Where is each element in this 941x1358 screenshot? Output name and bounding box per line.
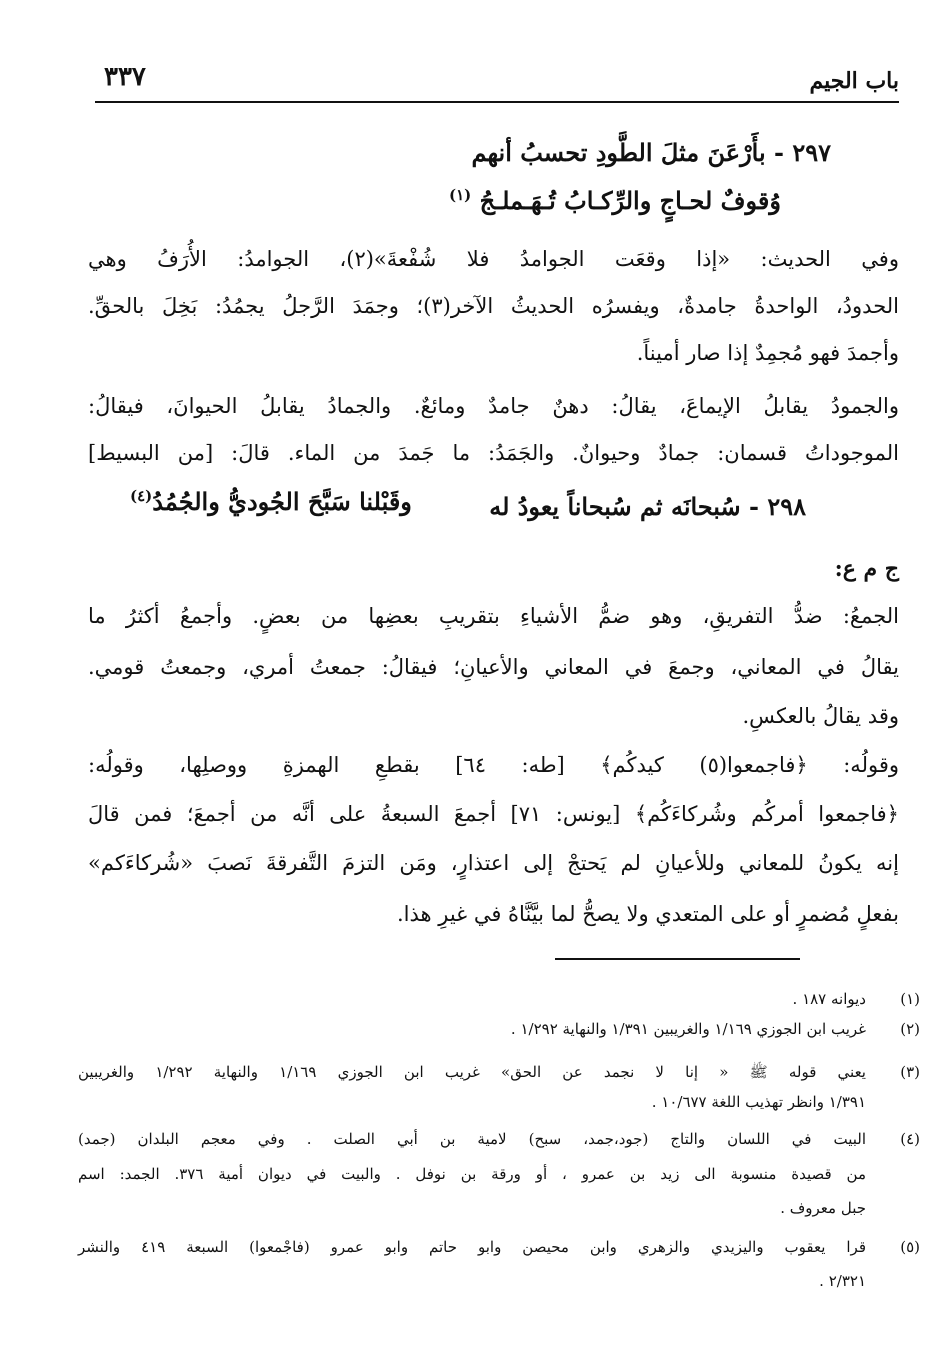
page-number: ٣٣٧	[104, 62, 146, 92]
chapter-title: باب الجيم	[809, 68, 899, 94]
paragraph-2-line-2: الموجوداتُ قسمان: جمادٌ وحيوانٌ. والجَمَدُ: ما جَمدَ من الماء. قالَ: [من البسيط]	[88, 441, 899, 465]
paragraph-3-line-3: وقد يقالُ بالعكسِ.	[742, 704, 899, 728]
verse-298-hemistich-2-text: وقَبْلنا سَبَّحَ الجُوديُّ والجُمُدُ	[152, 487, 412, 516]
header-divider	[95, 101, 899, 103]
paragraph-4-line-1: وقولُه: ﴿فاجمعوا(٥) كيدكُم﴾ [طه: ٦٤] بقطعِ الهمزةِ ووصلِها، وقولُه:	[88, 753, 899, 777]
paragraph-2-line-1: والجمودُ يقابلُ الإيماعَ، يقالُ: دهنٌ جامدٌ ومائعٌ. والجمادُ يقابلُ الحيوانَ، فيقالُ:	[88, 394, 899, 418]
verse-298-hemistich-1: ٢٩٨ - سُبحانَه ثم سُبحاناً يعودُ له	[489, 492, 806, 521]
footnote-5-continued: ٢/٣٢١ .	[819, 1272, 866, 1290]
footnotes-divider	[555, 958, 800, 960]
paragraph-1-line-3: وأجمدَ فهو مُجمِدٌ إذا صار أميناً.	[636, 341, 899, 365]
footnote-4-continued: من قصيدة منسوبة الى زيد بن عمرو ، أو ورقة بن نوفل . والبيت في ديوان أمية ٣٧٦. الجمد: اسم	[78, 1165, 866, 1183]
verse-297-line-2	[88, 186, 781, 216]
footnote-3	[78, 1063, 920, 1081]
footnote-marker: (٢)	[900, 1020, 920, 1038]
footnote-text: قرا يعقوب واليزيدي والزهري وابن محيصن وابو حاتم وابو عمرو (فاجْمعوا) السبعة ٤١٩ والنشر	[78, 1238, 866, 1256]
paragraph-1-line-1: وفي الحديث: «إذا وقعَت الجوامدُ فلا شُفْعةَ»(٢)، الجوامدُ: الأُرَفُ وهي	[88, 247, 899, 271]
footnote-4	[78, 1130, 920, 1148]
footnote-3-continued: ١/٣٩١ وانظر تهذيب اللغة ١٠/٦٧٧ .	[651, 1093, 866, 1111]
paragraph-4-line-3: إنه يكونُ للمعاني وللأعيانِ لم يَحتجْ إلى اعتذارٍ، ومَن التزمَ التَّفرقةَ نَصبَ «شُركاءَكم»	[88, 851, 899, 875]
footnote-1	[78, 990, 920, 1008]
footnote-5	[78, 1238, 920, 1256]
footnote-marker: (١)	[900, 990, 920, 1008]
verse-297-line-2-text: وُقوفٌ لحـاجٍ والرِّكـابُ تُـهَـملـجُ	[479, 186, 781, 215]
section-heading: ج م ع:	[834, 556, 899, 582]
footnote-marker: (٤)	[900, 1130, 920, 1148]
paragraph-1-line-2: الحدودُ، الواحدةُ جامدةٌ، ويفسرُه الحديثُ الآخر(٣)؛ وجمَدَ الرَّجلُ يجمُدُ: بَخِلَ بالحقِّ.	[88, 294, 899, 318]
footnote-text: غريب ابن الجوزي ١/١٦٩ والغريبين ١/٣٩١ والنهاية ١/٢٩٢ .	[510, 1020, 866, 1038]
paragraph-4-line-4: بفعلٍ مُضمرٍ أو على المتعدي ولا يصحُّ لما بيَّنَّاهُ في غيرِ هذا.	[396, 902, 899, 926]
footnote-text: البيت في اللسان والتاج (جود،جمد، سبح) لامية بن أبي الصلت . وفي معجم البلدان (جمد)	[78, 1130, 866, 1148]
footnote-2	[78, 1020, 920, 1038]
footnote-text: يعني قوله ﷺ « إنا لا نجمد عن الحق» غريب ابن الجوزي ١/١٦٩ والنهاية ١/٢٩٢ والغريبين	[78, 1063, 866, 1081]
verse-298-hemistich-2	[130, 487, 412, 517]
verse-298-footnote-marker: (٤)	[130, 487, 153, 505]
footnote-marker: (٣)	[900, 1063, 920, 1081]
verse-297-footnote-marker: (١)	[448, 186, 472, 204]
footnote-4-continued-2: جبل معروف .	[780, 1199, 866, 1217]
verse-297-line-1: ٢٩٧ - بأَرْعَنَ مثلَ الطَّودِ تحسبُ أنهم	[471, 138, 831, 167]
paragraph-3-line-2: يقالُ في المعاني، وجمعَ في المعاني والأعيانِ؛ فيقالُ: جمعتُ أمري، وجمعتُ قومي.	[88, 655, 899, 679]
paragraph-4-line-2: ﴿فاجمعوا أمركُم وشُركاءَكُم﴾ [يونس: ٧١] أجمعَ السبعةُ على أنَّه من أجمعَ؛ فمن قالَ	[88, 802, 899, 826]
footnote-text: ديوانه ١٨٧ .	[792, 990, 866, 1008]
footnote-marker: (٥)	[900, 1238, 920, 1256]
paragraph-3-line-1: الجمعُ: ضدُّ التفريقِ، وهو ضمُّ الأشياءِ بتقريبِ بعضِها من بعضٍ. وأجمعُ أكثرُ ما	[88, 604, 899, 628]
